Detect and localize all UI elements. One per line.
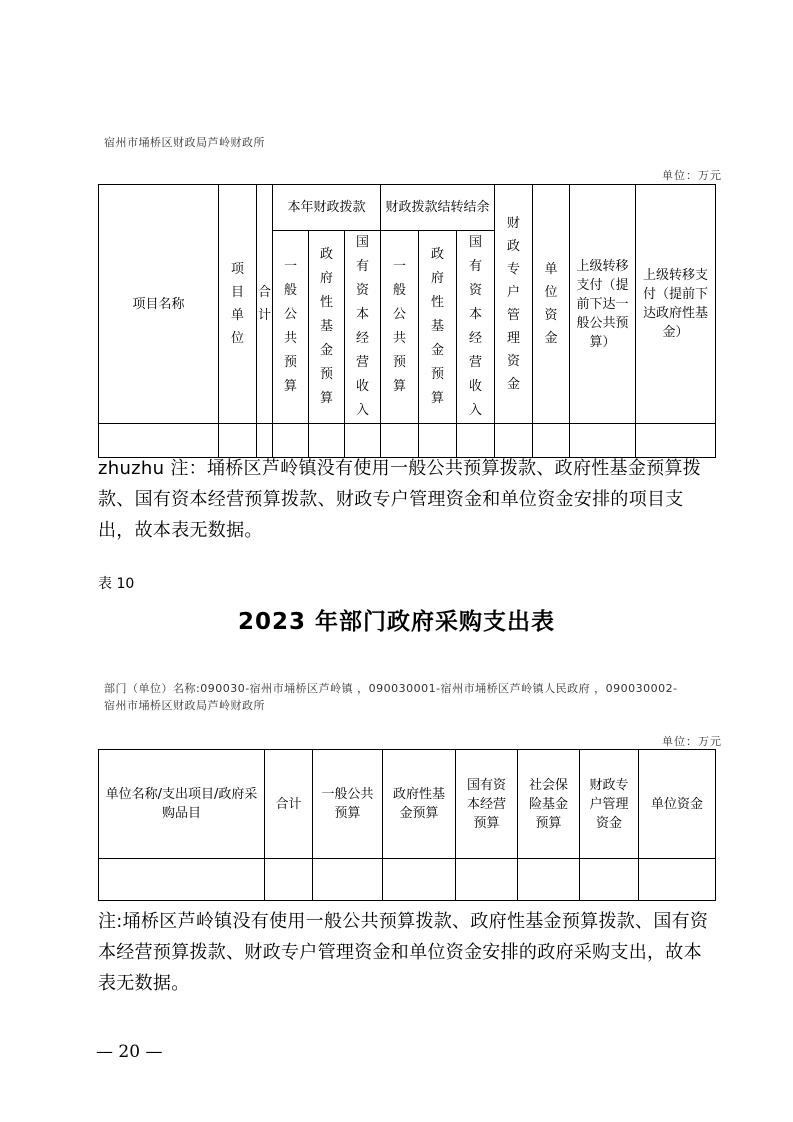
header-transfer-fund: 上级转移支付（提前下达政府性基金） [636, 185, 716, 424]
dept-line: 部门（单位）名称:090030-宿州市埇桥区芦岭镇 ，090030001-宿州市埇桥区芦岭镇人民政府 ，090030002- [104, 682, 678, 695]
header-special-2: 财政专户管理资金 [580, 750, 639, 859]
header-state-2: 国有资本经营预算 [456, 750, 518, 859]
table-number: 表 10 [98, 576, 135, 592]
header-item-unit: 项目单位 [219, 185, 257, 424]
header-cy-fund: 政府性基金预算 [309, 231, 345, 424]
note-procurement: 注:埇桥区芦岭镇没有使用一般公共预算拨款、政府性基金预算拨款、国有资本经营预算拨款、财政专户管理资金和单位资金安排的政府采购支出，故本表无数据。 [98, 911, 709, 994]
header-co-fund: 政府性基金预算 [419, 231, 457, 424]
header-transfer-general: 上级转移支付（提前下达一般公共预算） [570, 185, 636, 424]
header-social-2: 社会保险基金预算 [518, 750, 580, 859]
org-line: 宿州市埇桥区财政局芦岭财政所 [104, 136, 265, 149]
header-general-2: 一般公共预算 [313, 750, 383, 859]
header-carryover: 财政拨款结转结余 [381, 185, 495, 231]
header-co-state: 国有资本经营收入 [457, 231, 495, 424]
header-unit-funds-2: 单位资金 [639, 750, 716, 859]
unit-label: 单位：万元 [662, 169, 722, 182]
header-cy-general: 一般公共预算 [273, 231, 309, 424]
header-total: 合计 [257, 185, 273, 424]
unit-label-2: 单位：万元 [662, 735, 722, 748]
header-fund-2: 政府性基金预算 [383, 750, 456, 859]
table-row [99, 859, 716, 901]
header-unit-funds: 单位资金 [533, 185, 570, 424]
header-item-name: 项目名称 [99, 185, 219, 424]
dept-line-continued: 宿州市埇桥区财政局芦岭财政所 [104, 699, 265, 712]
header-name: 单位名称/支出项目/政府采购品目 [99, 750, 265, 859]
header-current-year: 本年财政拨款 [273, 185, 381, 231]
note-project: zhuzhu 注：埇桥区芦岭镇没有使用一般公共预算拨款、政府性基金预算拨款、国有资本经营预算拨款、财政专户管理资金和单位资金安排的项目支出，故本表无数据。 [98, 458, 702, 541]
page-title: 2023 年部门政府采购支出表 [237, 609, 556, 635]
project-expenditure-table [98, 184, 716, 458]
procurement-table [98, 749, 716, 901]
header-cy-state: 国有资本经营收入 [345, 231, 381, 424]
header-co-general: 一般公共预算 [381, 231, 419, 424]
page-number: — 20 — [96, 1042, 163, 1062]
header-special-fund: 财政专户管理资金 [495, 185, 533, 424]
header-total-2: 合计 [265, 750, 313, 859]
